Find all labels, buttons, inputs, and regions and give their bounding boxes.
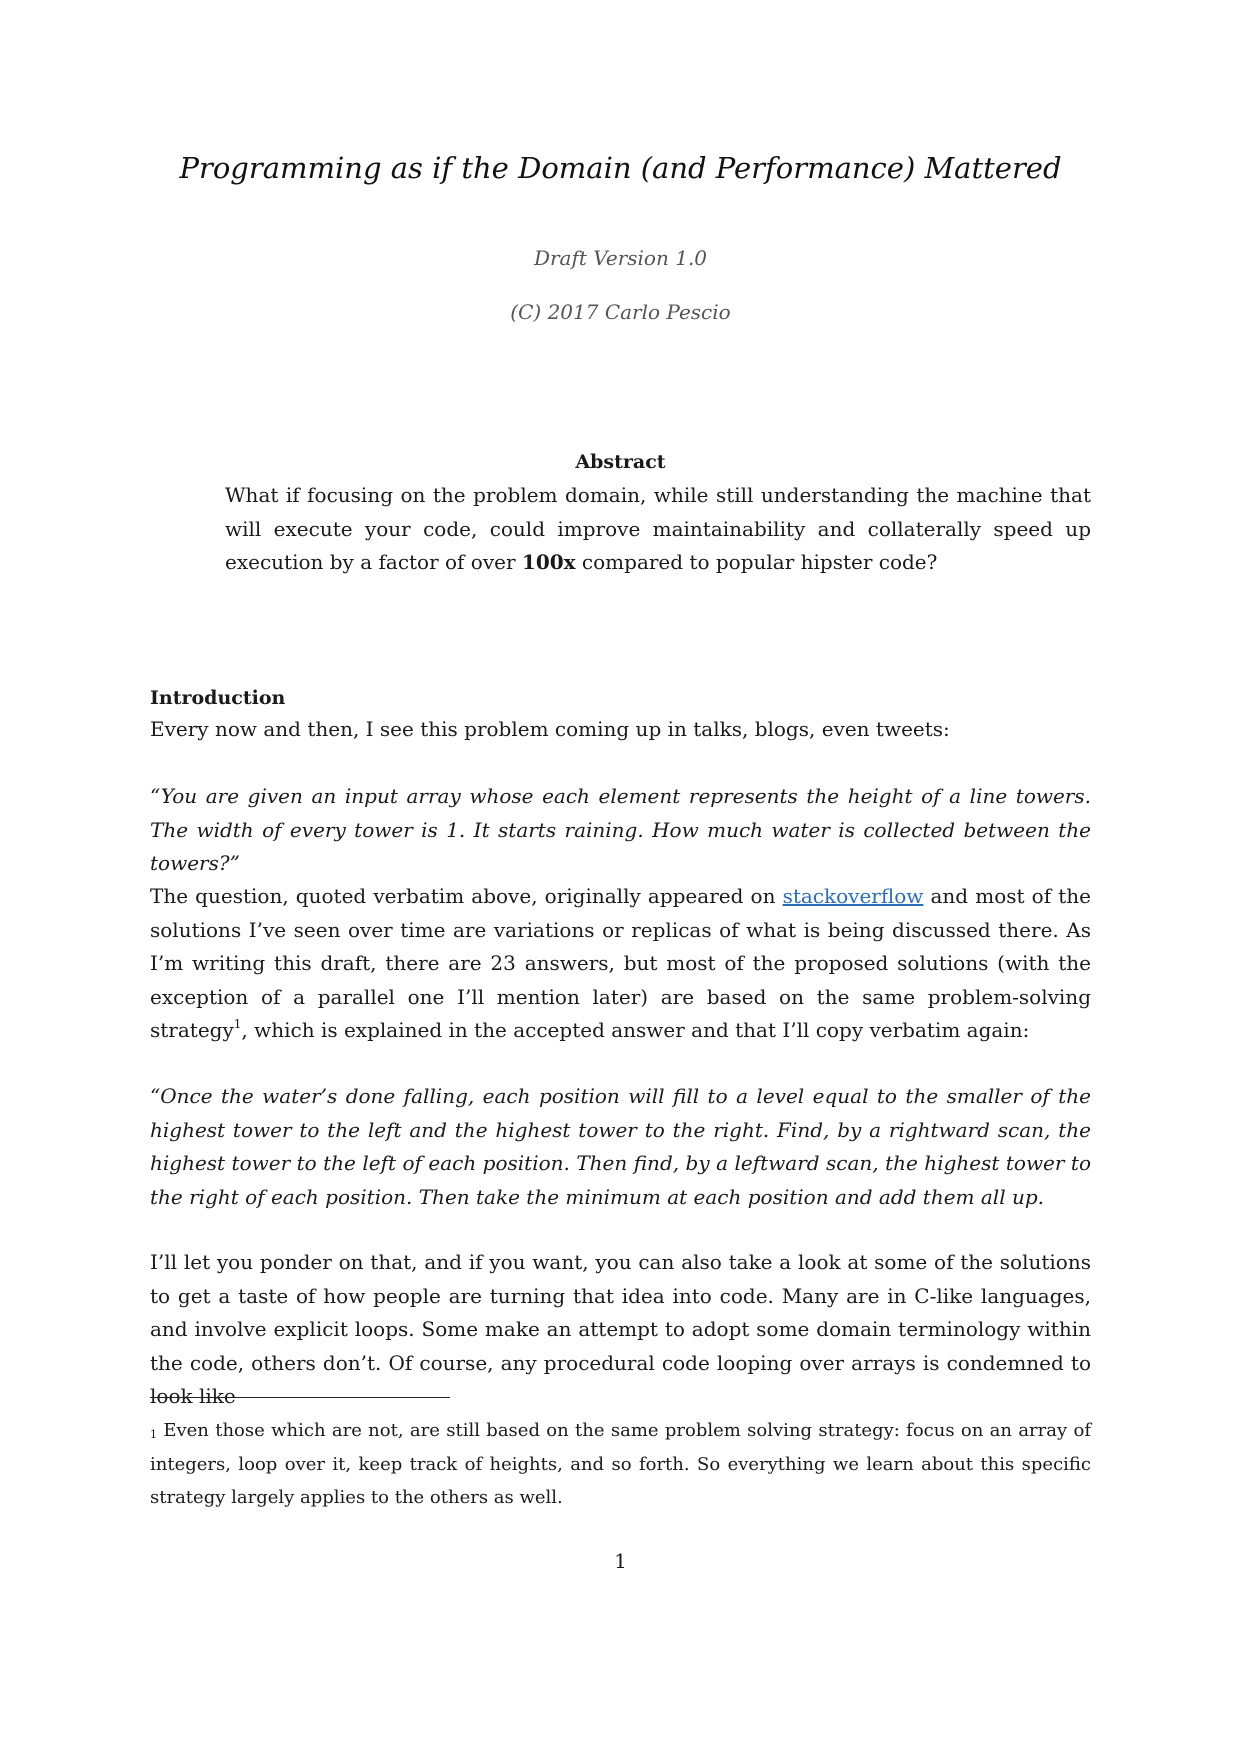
footnote-marker: 1 [150, 1428, 157, 1441]
footnote [150, 1414, 1091, 1515]
abstract-text [225, 479, 1091, 580]
paragraph-text: , which is explained in the accepted answer and that I’ll copy verbatim again: [241, 1018, 1030, 1042]
stackoverflow-link[interactable]: stackoverflow [782, 884, 924, 908]
solutions-paragraph: I’ll let you ponder on that, and if you want, you can also take a look at some of the solutions to get a taste of how people are turning that idea into code. Many are in C-like languages, and involve explicit loops. Some make an attempt to adopt some domain terminology within the code, others don’t. Of course, any procedural code looping over arrays is condemned to look like [150, 1250, 1091, 1408]
question-origin-paragraph [150, 880, 1091, 1048]
footnote-divider [150, 1397, 450, 1398]
intro-paragraph: Every now and then, I see this problem coming up in talks, blogs, even tweets: [150, 717, 950, 741]
abstract-emphasis: 100x [521, 550, 576, 574]
problem-quote: “You are given an input array whose each element represents the height of a line towers. The width of every tower is 1. It starts raining. How much water is collected between the towers?” [150, 784, 1091, 875]
document-title: Programming as if the Domain (and Performance) Mattered [179, 151, 1062, 185]
footnote-text: Even those which are not, are still based on the same problem solving strategy: focus on an array of integers, loop over it, keep track of heights, and so forth. So everything we learn about this specific strategy largely applies to the others as well. [150, 1420, 1091, 1508]
footnote-reference[interactable]: 1 [233, 1017, 242, 1031]
abstract-heading: Abstract [575, 451, 666, 473]
draft-version: Draft Version 1.0 [533, 246, 708, 270]
page-number: 1 [614, 1549, 627, 1573]
accepted-answer-quote: “Once the water’s done falling, each position will fill to a level equal to the smaller of the highest tower to the left and the highest tower to the right. Find, by a rightward scan, the highest tower to the left of each position. Then find, by a leftward scan, the highest tower to the right of each position. Then take the minimum at each position and add them all up. [150, 1084, 1091, 1209]
abstract-text-end: compared to popular hipster code? [575, 550, 938, 574]
copyright-notice: (C) 2017 Carlo Pescio [510, 300, 731, 324]
abstract-text-start: What if focusing on the problem domain, while still understanding the machine that will execute your code, could improve maintainability and collaterally speed up execution by a factor of over [225, 483, 1091, 574]
paragraph-text: The question, quoted verbatim above, originally appeared on [150, 884, 783, 908]
paragraph-text: and most of the solutions I’ve seen over time are variations or replicas of what is being discussed there. As I’m writing this draft, there are 23 answers, but most of the proposed solutions (with the exception of a parallel one I’ll mention later) are based on the same problem-solving strategy [150, 884, 1091, 1042]
introduction-heading: Introduction [150, 687, 286, 709]
